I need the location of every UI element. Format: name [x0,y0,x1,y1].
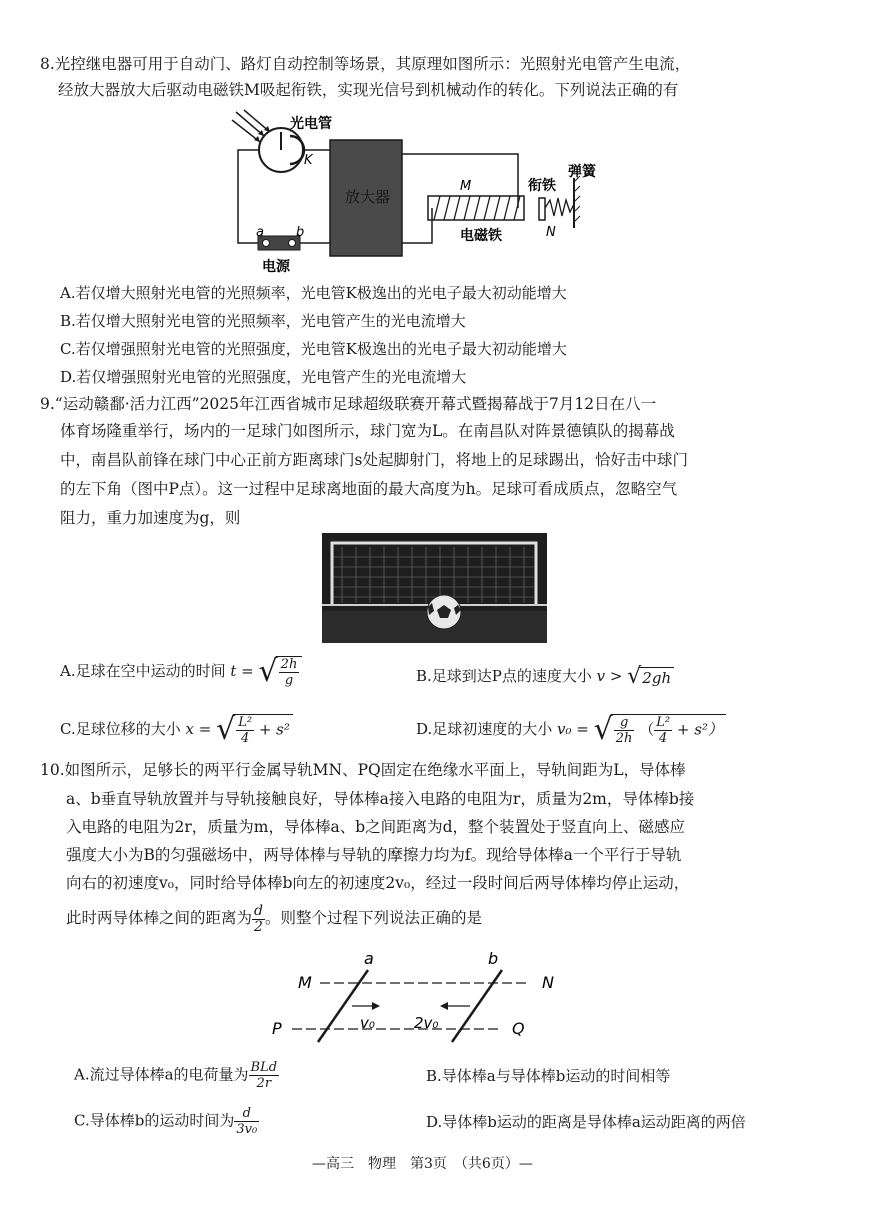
cathode-k-label: K [304,153,313,168]
q10-stem-line3: 入电路的电阻为2r，质量为m，导体棒a、b之间距离为d，整个装置处于竖直向上、磁感应 [66,818,686,836]
q9-option-b: B.足球到达P点的速度大小 v > √2gh [416,662,674,692]
armature-n-label: N [546,225,556,240]
q10-stem-line2: a、b垂直导轨放置并与导轨接触良好，导体棒a接入电路的电阻为r，质量为2m，导体棒b接 [66,790,695,808]
q8-option-c: C.若仅增强照射光电管的光照强度，光电管K极逸出的光电子最大初动能增大 [60,340,567,358]
page-footer: —高三 物理 第3页 （共6页）— [312,1156,533,1172]
velocity-v0-label: v₀ [360,1014,375,1032]
q9-stem-line4: 的左下角（图中P点）。这一过程中足球离地面的最大高度为h。足球可看成质点，忽略空气 [60,480,678,498]
terminal-b-label: b [296,225,305,240]
q8-option-b: B.若仅增大照射光电管的光照频率，光电管产生的光电流增大 [60,312,466,330]
q10-option-c: C.导体棒b的运动时间为 $\frac{d}{\text{3v₀}}$ [74,1106,258,1137]
q9-stem-line3: 中，南昌队前锋在球门中心正前方距离球门s处起脚射门，将地上的足球踢出，恰好击中球门 [60,451,688,469]
q8-option-d: D.若仅增强照射光电管的光照强度，光电管产生的光电流增大 [60,368,467,386]
q9-option-d: D.足球初速度的大小 v₀ = √ $\frac{g}{2h}$ （ $\frac{\text{L²}}{4}$ + s²） [416,714,726,746]
q9-stem-line2: 体育场隆重举行，场内的一足球门如图所示，球门宽为L。在南昌队对阵景德镇队的揭幕战 [60,422,675,440]
phototube-label: 光电管 [290,116,332,132]
rail-q-label: Q [512,1019,525,1038]
rod-a-label: a [364,949,374,968]
rail-p-label: P [272,1019,282,1038]
soccer-goal-photo [322,533,547,643]
q8-stem-line1: 8.光控继电器可用于自动门、路灯自动控制等场景，其原理如图所示：光照射光电管产生电流， [40,55,691,73]
rail-n-label: N [542,973,554,992]
q10-option-b: B.导体棒a与导体棒b运动的时间相等 [426,1067,671,1085]
armature-icon [539,198,545,220]
q10-rails-figure [268,948,578,1048]
electromagnet-m-label: M [460,179,472,194]
power-label: 电源 [262,259,290,275]
amplifier-label: 放大器 [345,188,391,206]
q8-option-a: A.若仅增大照射光电管的光照频率，光电管K极逸出的光电子最大初动能增大 [60,284,567,302]
terminal-a-label: a [256,225,264,240]
rod-b-label: b [488,949,499,968]
rail-m-label: M [298,973,312,992]
q9-option-c: C.足球位移的大小 x = √ $\frac{\text{L²}}{4}$ + s² [60,714,293,746]
velocity-2v0-label: 2v₀ [414,1014,439,1032]
q8-stem-line2: 经放大器放大后驱动电磁铁M吸起衔铁，实现光信号到机械动作的转化。下列说法正确的有 [58,81,679,99]
spring-icon [545,198,574,216]
q10-stem-line4: 强度大小为B的匀强磁场中，两导体棒与导轨的摩擦力均为f。现给导体棒a一个平行于导轨 [66,846,682,864]
q9-stem-line5: 阻力，重力加速度为g，则 [60,509,241,527]
q10-option-a: A.流过导体棒a的电荷量为 $\frac{\text{BLd}}{2r}$ [74,1060,278,1091]
q10-stem-line6: 此时两导体棒之间的距离为 $\frac{d}{2}$ 。则整个过程下列说法正确的是 [66,902,482,935]
q9-stem-line1: 9.“运动赣鄱·活力江西”2025年江西省城市足球超级联赛开幕式暨揭幕战于7月12日在八一 [40,395,657,413]
spring-label: 弹簧 [568,164,596,180]
armature-label: 衔铁 [528,178,556,194]
q9-option-a: A.足球在空中运动的时间 t = √ $\frac{2h}{g}$ [60,656,302,688]
q10-option-d: D.导体棒b运动的距离是导体棒a运动距离的两倍 [426,1113,746,1131]
electromagnet-label: 电磁铁 [460,228,502,244]
q10-stem-line1: 10.如图所示，足够长的两平行金属导轨MN、PQ固定在绝缘水平面上，导轨间距为L，导体棒 [40,761,686,779]
q8-relay-circuit-figure [228,108,628,278]
q10-stem-line5: 向右的初速度v₀，同时给导体棒b向左的初速度2v₀，经过一段时间后两导体棒均停止运动， [66,874,690,892]
